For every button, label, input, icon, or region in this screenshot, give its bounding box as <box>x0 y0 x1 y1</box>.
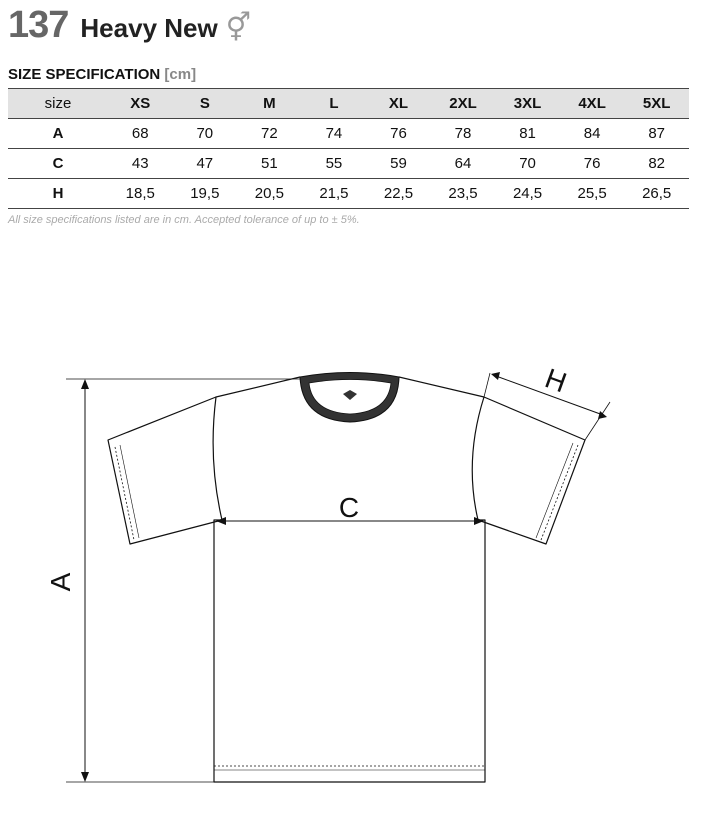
product-code: 137 <box>8 4 69 46</box>
table-cell: 70 <box>495 149 560 179</box>
table-cell: 19,5 <box>173 179 238 209</box>
product-name: Heavy New <box>80 13 218 43</box>
table-cell: 78 <box>431 119 496 149</box>
table-cell: 26,5 <box>624 179 689 209</box>
table-cell: 84 <box>560 119 625 149</box>
table-cell: 21,5 <box>302 179 367 209</box>
table-cell: 20,5 <box>237 179 302 209</box>
table-cell: 59 <box>366 149 431 179</box>
table-cell: 70 <box>173 119 238 149</box>
table-cell: 25,5 <box>560 179 625 209</box>
table-cell: 64 <box>431 149 496 179</box>
size-spec-unit: [cm] <box>164 66 197 83</box>
tshirt-outline <box>213 377 485 782</box>
tolerance-note: All size specifications listed are in cm. Accepted tolerance of up to ± 5%. <box>8 214 360 226</box>
table-cell: 47 <box>173 149 238 179</box>
table-cell: 87 <box>624 119 689 149</box>
size-header-l: L <box>302 89 367 119</box>
size-header-5xl: 5XL <box>624 89 689 119</box>
table-cell: 74 <box>302 119 367 149</box>
table-cell: 24,5 <box>495 179 560 209</box>
table-cell: 22,5 <box>366 179 431 209</box>
size-header-xs: XS <box>108 89 173 119</box>
size-header-3xl: 3XL <box>495 89 560 119</box>
table-cell: 51 <box>237 149 302 179</box>
table-cell: 55 <box>302 149 367 179</box>
size-column-header: size <box>8 89 108 119</box>
right-sleeve <box>478 397 585 544</box>
table-cell: 82 <box>624 149 689 179</box>
row-label: A <box>8 119 108 149</box>
label-a: A <box>45 572 76 592</box>
table-cell: 76 <box>560 149 625 179</box>
table-cell: 43 <box>108 149 173 179</box>
table-cell: 76 <box>366 119 431 149</box>
row-label: C <box>8 149 108 179</box>
label-h: H <box>541 362 571 399</box>
size-header-2xl: 2XL <box>431 89 496 119</box>
row-label: H <box>8 179 108 209</box>
size-header-xl: XL <box>366 89 431 119</box>
size-header-m: M <box>237 89 302 119</box>
unisex-icon: ⚥ <box>225 11 251 44</box>
table-cell: 23,5 <box>431 179 496 209</box>
table-cell: 81 <box>495 119 560 149</box>
label-c: C <box>338 492 360 523</box>
table-cell: 18,5 <box>108 179 173 209</box>
table-cell: 68 <box>108 119 173 149</box>
size-spec-title-text: SIZE SPECIFICATION <box>8 66 161 83</box>
size-header-4xl: 4XL <box>560 89 625 119</box>
size-header-s: S <box>173 89 238 119</box>
table-cell: 72 <box>237 119 302 149</box>
